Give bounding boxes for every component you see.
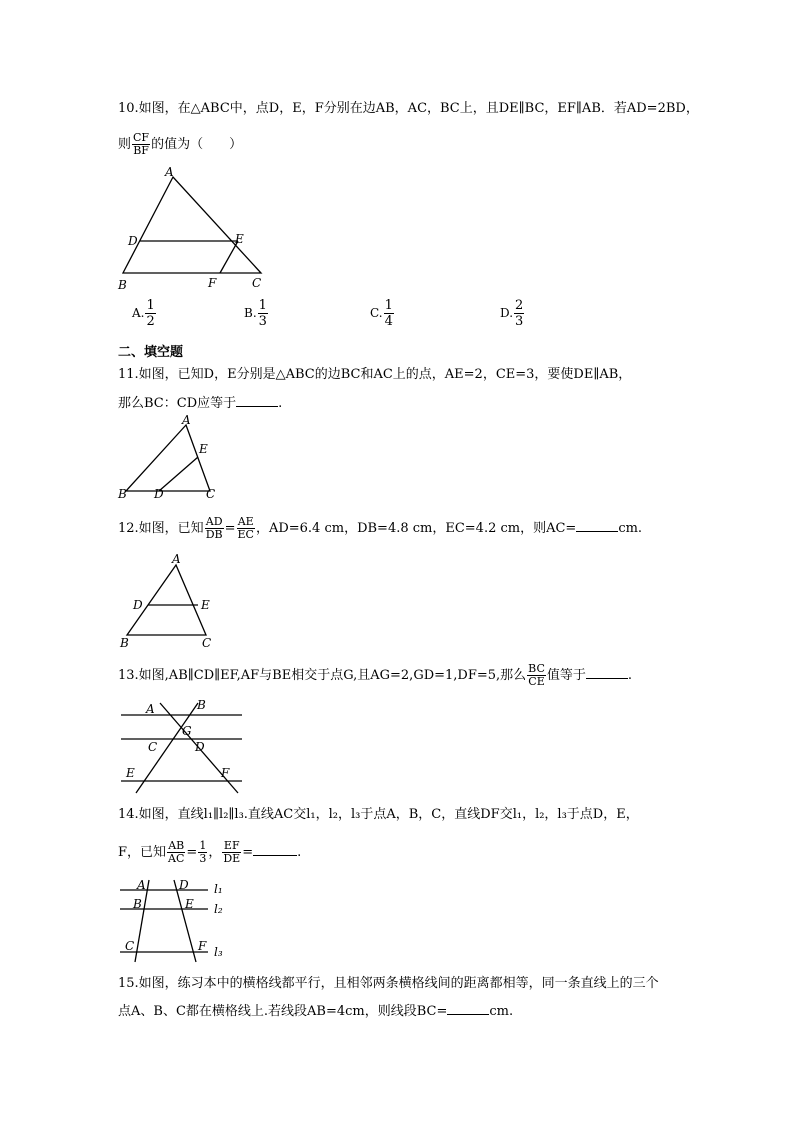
q13-label-b: B	[197, 698, 206, 712]
q15-line2	[118, 1003, 513, 1021]
q13-label-a: A	[146, 702, 155, 716]
q12-frac1-den: DB	[205, 528, 223, 541]
q13-figure	[118, 695, 248, 795]
q10-option-b[interactable]	[244, 298, 269, 329]
q10-option-c-den: 4	[384, 314, 393, 329]
q12-frac1-num: AD	[205, 515, 223, 528]
q14-line2	[118, 840, 301, 865]
q10-option-a-frac	[145, 298, 155, 329]
q11-answer-blank[interactable]	[236, 406, 278, 407]
q12-eq: =	[224, 521, 236, 536]
q14-eq2: =	[242, 845, 254, 860]
q10-triangle-abc	[123, 177, 261, 273]
q11-figure	[118, 415, 228, 505]
q10-option-d[interactable]	[500, 298, 525, 329]
q15-end: cm.	[489, 1004, 514, 1019]
q14-label-c: C	[125, 939, 135, 953]
q10-fraction	[132, 132, 150, 157]
q14-label-l1: l₁	[214, 882, 223, 896]
q13-line	[118, 663, 632, 688]
q15-line2-text: 点A、B、C都在横格线上.若线段AB=4cm，则线段BC=	[118, 1004, 448, 1019]
q13-label-e: E	[126, 766, 135, 780]
q10-option-b-num: 1	[258, 298, 267, 313]
q14-line1: 14.如图，直线l₁∥l₂∥l₃.直线AC交l₁，l₂，l₃于点A，B，C，直线DF交l₁，l₂，l₃于点D，E，	[118, 807, 639, 822]
q12-label-e: E	[201, 598, 210, 612]
q10-option-d-frac	[514, 298, 524, 329]
q10-option-b-frac	[258, 298, 268, 329]
q10-frac-num: CF	[133, 131, 150, 144]
q13-answer-blank[interactable]	[586, 678, 628, 679]
q10-option-c-num: 1	[384, 298, 393, 313]
q14-segment-ac	[135, 880, 149, 962]
q14-figure	[118, 876, 238, 966]
q10-option-d-num: 2	[515, 298, 524, 313]
q11-label-b: B	[118, 487, 127, 501]
q10-suffix: 的值为（ ）	[151, 137, 243, 152]
q14-label-e: E	[185, 897, 194, 911]
q12-label-b: B	[120, 636, 129, 650]
q12-frac1	[205, 516, 224, 541]
q14-label-l3: l₃	[214, 945, 223, 959]
q14-label-l2: l₂	[214, 902, 223, 916]
q12-suffix: ，AD=6.4 cm，DB=4.8 cm，EC=4.2 cm，则AC=	[255, 521, 577, 536]
q13-label-d: D	[195, 740, 205, 754]
q14-frac1	[167, 840, 185, 865]
q12-prefix: 12.如图，已知	[118, 521, 204, 536]
q11-label-d: D	[154, 487, 164, 501]
q13-frac	[527, 663, 546, 688]
q12-label-a: A	[172, 552, 181, 566]
q10-line1: 10.如图，在△ABC中，点D，E，F分别在边AB，AC，BC上，且DE∥BC，EF∥AB．若AD=2BD，	[118, 101, 699, 116]
q14-end: .	[297, 845, 302, 860]
q12-frac2-den: EC	[237, 528, 254, 541]
q10-option-a[interactable]	[132, 298, 157, 329]
q13-frac-num: BC	[528, 662, 545, 675]
q14-label-b: B	[133, 897, 142, 911]
q13-frac-den: CE	[528, 675, 545, 688]
section-heading-fill-blank: 二、填空题	[118, 345, 184, 360]
q10-option-d-label: D.	[500, 306, 514, 320]
q12-end: cm.	[618, 521, 643, 536]
q12-figure	[118, 553, 228, 653]
q10-option-a-num: 1	[146, 298, 155, 313]
q13-prefix: 13.如图,AB∥CD∥EF,AF与BE相交于点G,且AG=2,GD=1,DF=5,那么	[118, 668, 527, 683]
q11-segment-de	[159, 457, 198, 491]
q10-label-e: E	[235, 232, 244, 246]
q10-option-d-den: 3	[515, 314, 524, 329]
q10-option-c-frac	[384, 298, 394, 329]
q14-label-d: D	[179, 878, 189, 892]
q10-label-c: C	[252, 276, 262, 290]
q14-frac1-value	[198, 840, 207, 865]
q10-label-f: F	[208, 276, 217, 290]
q14-label-f: F	[198, 939, 207, 953]
q13-end: .	[627, 668, 633, 683]
q14-frac2-den: DE	[223, 852, 241, 865]
q10-line2	[118, 132, 242, 157]
q14-frac1-value-num: 1	[199, 839, 207, 852]
q11-label-a: A	[182, 413, 191, 427]
q12-label-d: D	[133, 598, 143, 612]
q12-answer-blank[interactable]	[576, 531, 618, 532]
q14-eq1: =	[186, 845, 198, 860]
q14-prefix: F，已知	[118, 845, 167, 860]
q11-line2	[118, 395, 282, 413]
q13-label-c: C	[148, 740, 158, 754]
q11-line1: 11.如图，已知D，E分别是△ABC的边BC和AC上的点，AE=2，CE=3，要使DE∥AB，	[118, 367, 632, 382]
q13-segment-be	[136, 703, 198, 793]
q14-frac2	[222, 840, 241, 865]
q10-option-c-label: C.	[370, 306, 383, 320]
q13-suffix: 值等于	[546, 668, 586, 683]
q11-line2-text: 那么BC：CD应等于	[118, 396, 237, 411]
q13-label-g: G	[182, 724, 192, 738]
q12-frac2	[237, 516, 255, 541]
q10-label-d: D	[128, 234, 138, 248]
q10-label-b: B	[118, 278, 127, 292]
q10-label-a: A	[165, 165, 174, 179]
q15-answer-blank[interactable]	[447, 1014, 489, 1015]
q11-label-c: C	[206, 487, 216, 501]
q12-label-c: C	[202, 636, 212, 650]
q14-frac1-num: AB	[168, 839, 185, 852]
q14-label-a: A	[137, 878, 146, 892]
q14-answer-blank[interactable]	[253, 855, 297, 856]
q14-frac2-num: EF	[223, 839, 240, 852]
q14-frac1-den: AC	[168, 852, 185, 865]
q10-prefix: 则	[118, 137, 132, 152]
q10-option-a-label: A.	[132, 306, 145, 320]
q10-figure	[115, 165, 275, 290]
q12-frac2-num: AE	[237, 515, 254, 528]
q14-segment-df	[174, 880, 196, 962]
q11-line2-end: .	[278, 396, 283, 411]
q10-option-b-den: 3	[258, 314, 267, 329]
q15-line1: 15.如图，练习本中的横格线都平行，且相邻两条横格线间的距离都相等，同一条直线上的三个	[118, 976, 659, 991]
q14-frac1-value-den: 3	[199, 852, 207, 865]
q11-label-e: E	[199, 442, 208, 456]
q10-option-a-den: 2	[146, 314, 155, 329]
q10-option-b-label: B.	[244, 306, 257, 320]
q14-comma: ，	[208, 845, 222, 860]
q10-option-c[interactable]	[370, 298, 395, 329]
q12-line	[118, 516, 642, 541]
q13-label-f: F	[221, 766, 230, 780]
q10-frac-den: BF	[133, 144, 149, 157]
